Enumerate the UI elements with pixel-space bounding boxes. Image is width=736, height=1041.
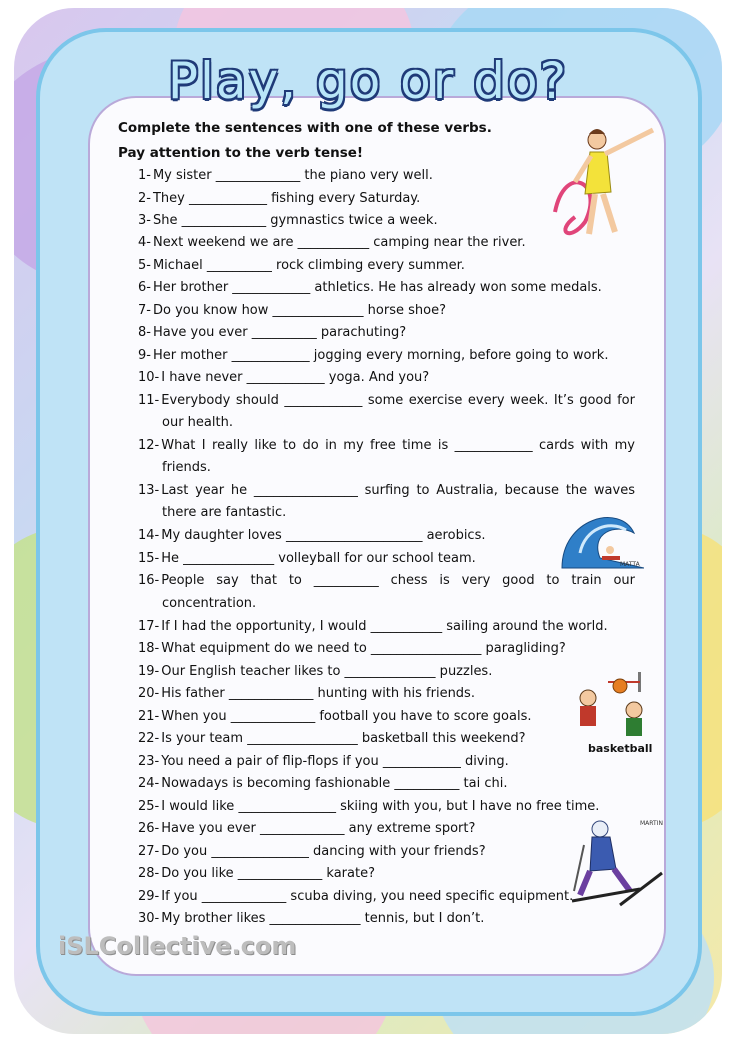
question-continuation: friends.	[162, 460, 211, 475]
question-item	[138, 528, 486, 544]
question-item	[138, 303, 446, 319]
question-item	[138, 619, 608, 635]
question-text: If you _____________ scuba diving, you need specific equipment.	[161, 889, 574, 904]
question-number: 26-	[138, 821, 160, 836]
gymnast-image	[545, 122, 665, 240]
question-text: What equipment do we need to _________________ paragliding?	[161, 641, 566, 656]
question-item	[138, 370, 429, 386]
question-number: 29-	[138, 889, 160, 904]
question-number: 12-	[138, 438, 160, 453]
question-number: 20-	[138, 686, 160, 701]
question-item	[138, 483, 635, 499]
question-text: She _____________ gymnastics twice a week.	[152, 213, 438, 228]
question-item	[138, 664, 492, 680]
question-number: 25-	[138, 799, 160, 814]
question-number: 18-	[138, 641, 160, 656]
question-continuation: there are fantastic.	[162, 505, 287, 520]
question-number: 22-	[138, 731, 160, 746]
question-text: Have you ever __________ parachuting?	[152, 325, 407, 340]
question-text: Is your team _________________ basketball this weekend?	[161, 731, 526, 746]
instruction-line-2: Pay attention to the verb tense!	[118, 145, 364, 161]
question-item	[138, 280, 602, 296]
question-number: 6-	[138, 280, 151, 295]
question-item	[138, 776, 508, 792]
question-text: My sister _____________ the piano very well.	[152, 168, 433, 183]
question-continuation: our health.	[162, 415, 233, 430]
question-text: My brother likes ______________ tennis, but I don’t.	[161, 911, 485, 926]
question-text: Her brother ____________ athletics. He has already won some medals.	[152, 280, 602, 295]
question-number: 16-	[138, 573, 160, 588]
question-number: 8-	[138, 325, 151, 340]
question-text: Michael __________ rock climbing every summer.	[152, 258, 465, 273]
question-item	[138, 821, 475, 837]
question-item	[138, 573, 635, 589]
question-number: 24-	[138, 776, 160, 791]
question-text: Do you know how ______________ horse shoe?	[152, 303, 446, 318]
question-number: 5-	[138, 258, 151, 273]
artist-tag-2: MARTIN	[640, 820, 663, 827]
question-number: 23-	[138, 754, 160, 769]
question-item	[138, 168, 433, 184]
question-number: 2-	[138, 191, 151, 206]
instruction-line-1: Complete the sentences with one of these verbs.	[118, 120, 492, 136]
question-text: What I really like to do in my free time is ____________ cards with my	[161, 438, 635, 453]
question-text: When you _____________ football you have to score goals.	[161, 709, 532, 724]
question-number: 10-	[138, 370, 160, 385]
question-text: He ______________ volleyball for our school team.	[161, 551, 476, 566]
question-number: 27-	[138, 844, 160, 859]
question-number: 14-	[138, 528, 160, 543]
question-number: 30-	[138, 911, 160, 926]
question-text: Last year he ________________ surfing to Australia, because the waves	[161, 483, 635, 498]
question-item	[138, 844, 486, 860]
question-number: 1-	[138, 168, 151, 183]
question-number: 4-	[138, 235, 151, 250]
basketball-caption: basketball	[588, 742, 653, 755]
basketball-image	[568, 670, 660, 758]
question-text: Nowadays is becoming fashionable __________ tai chi.	[161, 776, 508, 791]
question-continuation: concentration.	[162, 596, 257, 611]
question-number: 7-	[138, 303, 151, 318]
question-item	[138, 348, 608, 364]
question-item	[138, 866, 375, 882]
question-item	[138, 731, 526, 747]
question-number: 21-	[138, 709, 160, 724]
question-text: If I had the opportunity, I would ___________ sailing around the world.	[161, 619, 608, 634]
artist-tag: MATTA	[620, 561, 640, 568]
question-text: My daughter loves _____________________ aerobics.	[161, 528, 486, 543]
question-text: You need a pair of flip-flops if you ____________ diving.	[161, 754, 509, 769]
question-text: Next weekend we are ___________ camping near the river.	[152, 235, 526, 250]
question-item	[138, 754, 509, 770]
question-item	[138, 686, 475, 702]
question-item	[138, 393, 635, 409]
question-number: 3-	[138, 213, 151, 228]
question-item	[138, 551, 476, 567]
question-number: 13-	[138, 483, 160, 498]
question-number: 17-	[138, 619, 160, 634]
question-text: His father _____________ hunting with his friends.	[161, 686, 475, 701]
question-text: I would like _______________ skiing with you, but I have no free time.	[161, 799, 600, 814]
question-item	[138, 235, 526, 251]
question-text: People say that to __________ chess is very good to train our	[161, 573, 635, 588]
question-text: Everybody should ____________ some exercise every week. It’s good for	[161, 393, 635, 408]
footer-watermark: iSLCollective.com	[58, 932, 297, 960]
question-item	[138, 709, 532, 725]
question-number: 28-	[138, 866, 160, 881]
page-title: Play, go or do?	[167, 52, 569, 110]
question-item	[138, 911, 484, 927]
question-item	[138, 641, 566, 657]
question-text: Do you like _____________ karate?	[161, 866, 375, 881]
skier-image	[570, 815, 666, 907]
question-text: Do you _______________ dancing with your friends?	[161, 844, 486, 859]
question-item	[138, 191, 420, 207]
question-text: Her mother ____________ jogging every morning, before going to work.	[152, 348, 609, 363]
question-text: I have never ____________ yoga. And you?	[161, 370, 430, 385]
question-text: They ____________ fishing every Saturday.	[152, 191, 421, 206]
question-number: 9-	[138, 348, 151, 363]
question-number: 11-	[138, 393, 160, 408]
question-number: 15-	[138, 551, 160, 566]
question-item	[138, 889, 573, 905]
question-number: 19-	[138, 664, 160, 679]
question-item	[138, 799, 599, 815]
question-text: Have you ever _____________ any extreme sport?	[161, 821, 476, 836]
question-item	[138, 325, 406, 341]
question-item	[138, 213, 438, 229]
surfing-wave-image	[560, 508, 644, 570]
question-item	[138, 438, 635, 454]
question-text: Our English teacher likes to ______________ puzzles.	[161, 664, 493, 679]
question-item	[138, 258, 465, 274]
